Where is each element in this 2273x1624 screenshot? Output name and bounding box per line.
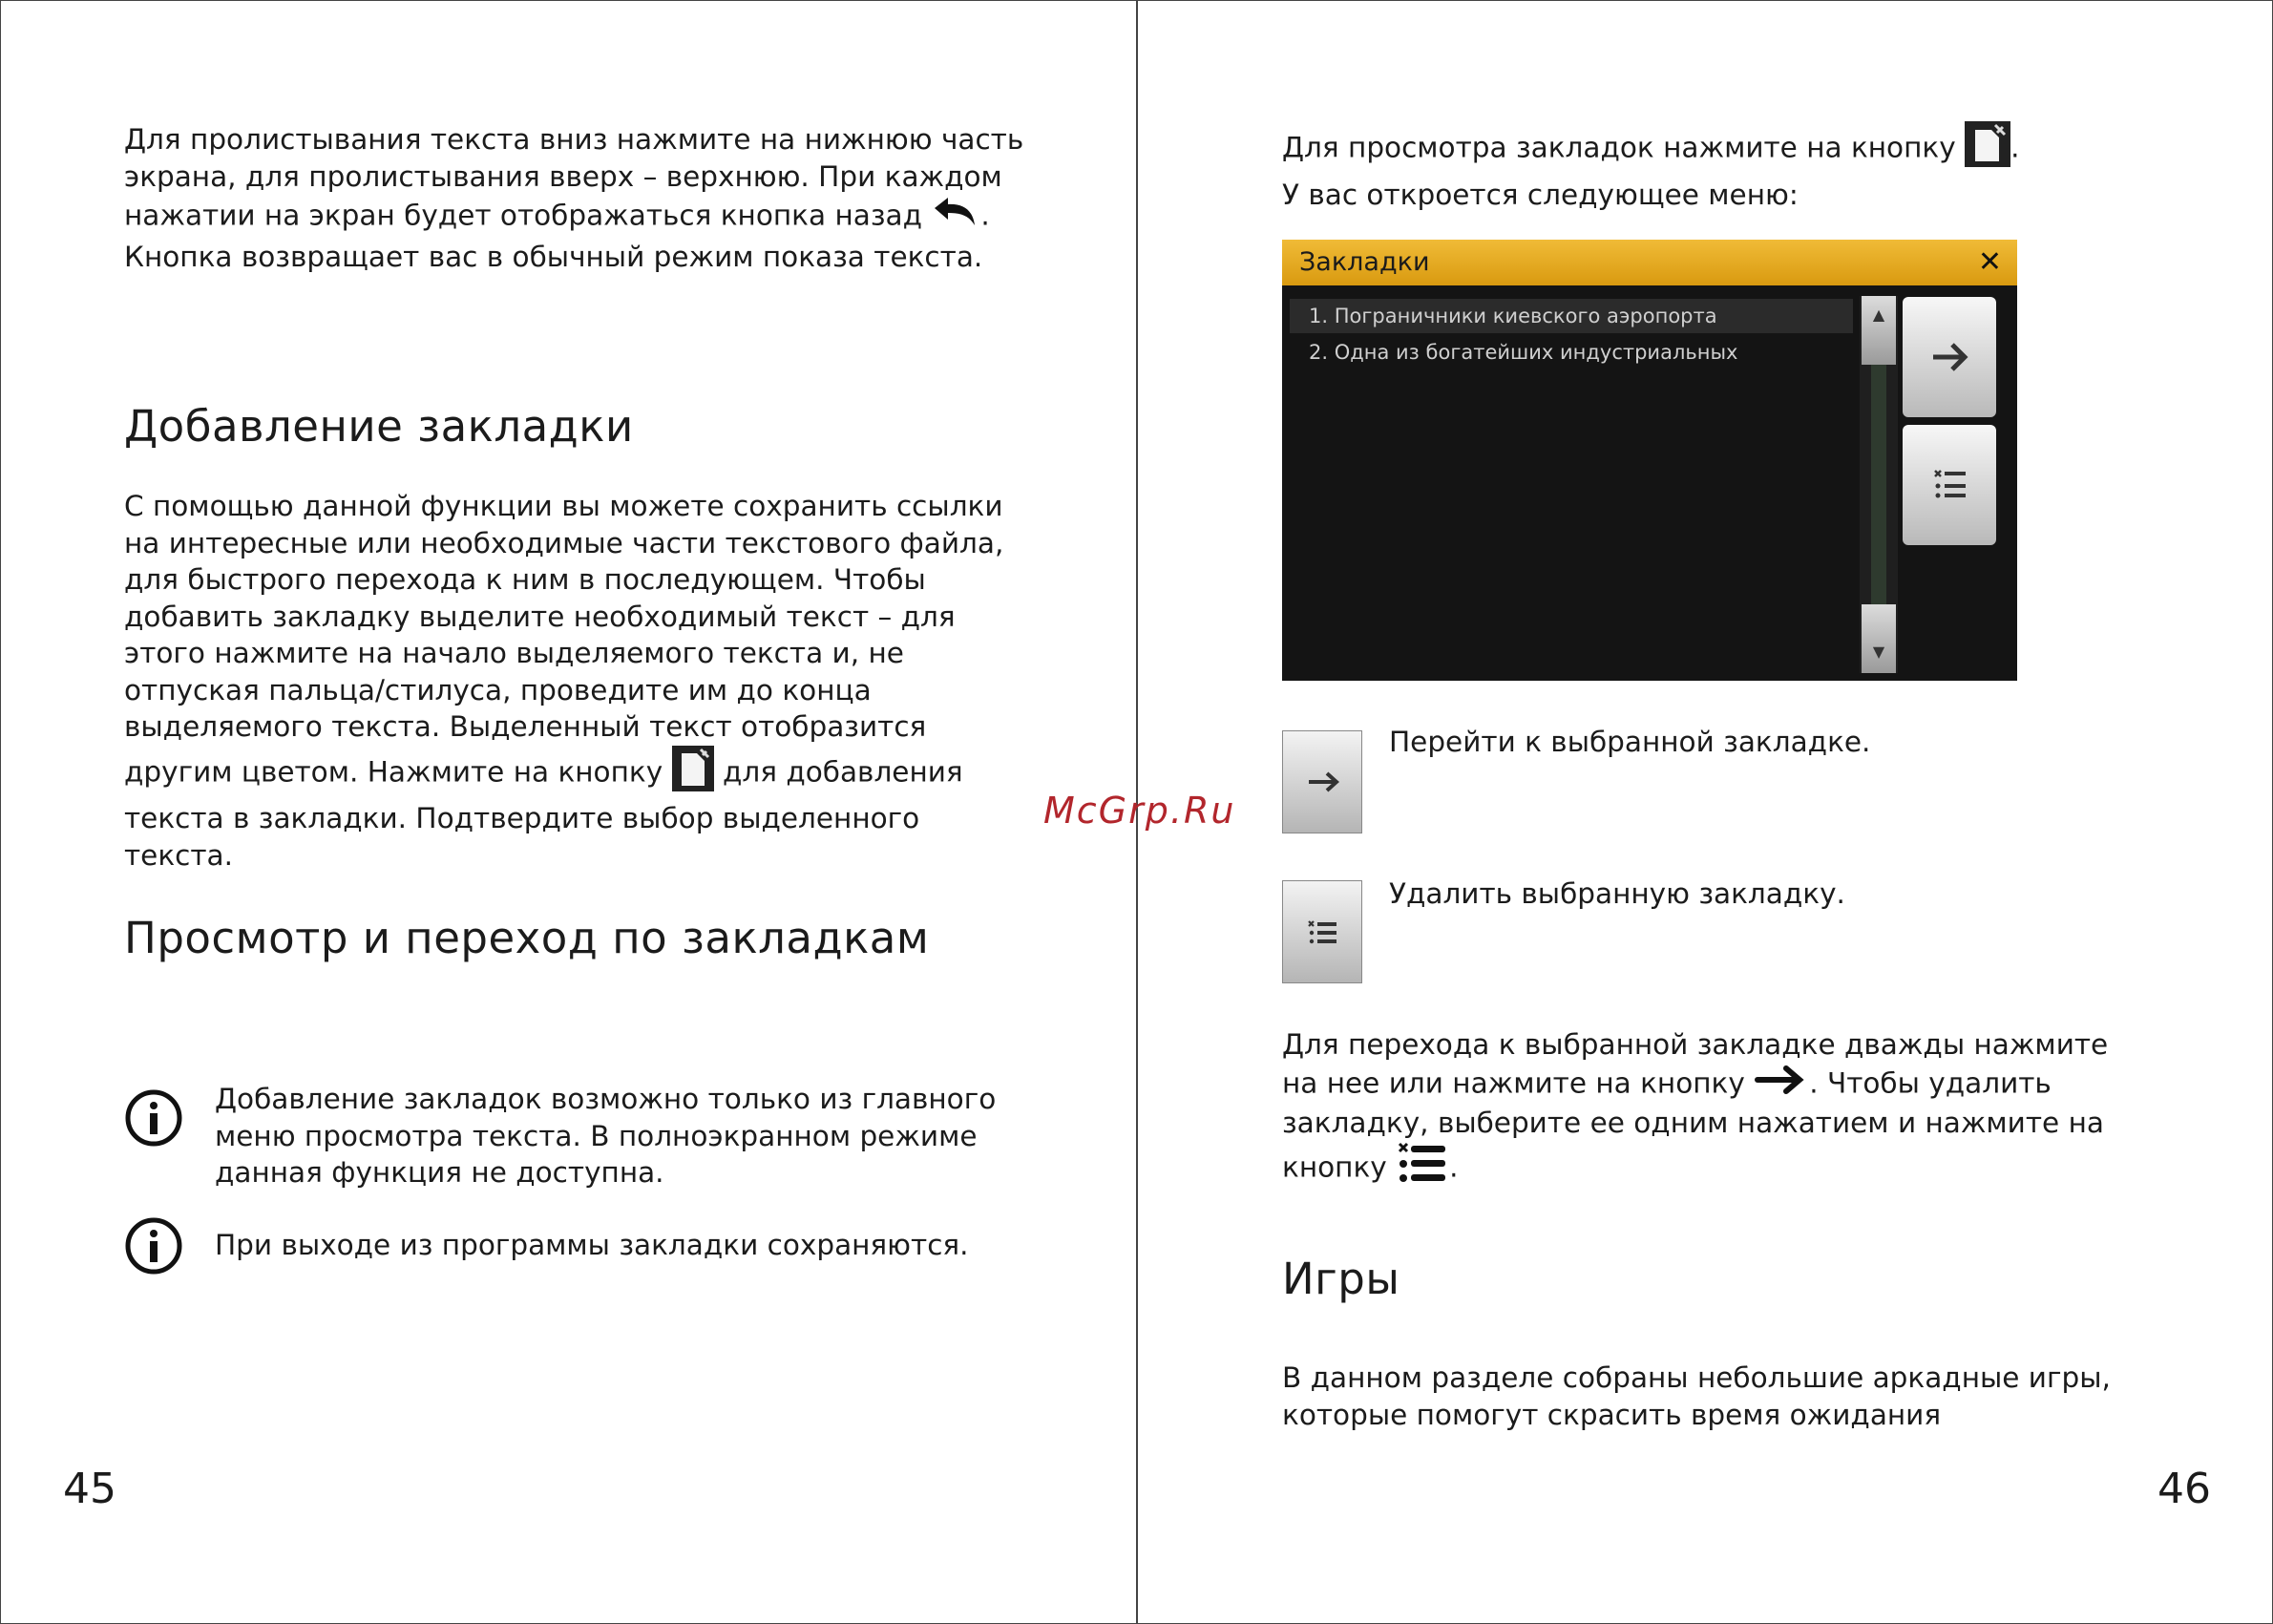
- usage-text-b: . Чтобы удалить закладку, выберите ее одним нажатием и нажмите на кнопку: [1282, 1065, 2104, 1183]
- delete-bookmark-button[interactable]: [1903, 425, 1996, 545]
- arrow-right-icon: [1754, 1064, 1809, 1106]
- scrollbar[interactable]: [1860, 296, 1898, 673]
- delete-list-icon: [1903, 425, 1996, 545]
- add-bookmark-tail: для добавления текста в закладки. Подтвердите выбор выделенного текста.: [124, 754, 963, 872]
- close-icon[interactable]: ✕: [1977, 245, 2002, 279]
- scroll-down-button[interactable]: ▼: [1862, 604, 1896, 673]
- intro-paragraph: [124, 121, 1031, 275]
- view-bookmarks-tail: .: [2010, 131, 2020, 164]
- bookmark-icon: [1965, 121, 2010, 177]
- delete-bookmark-button-sample: [1282, 880, 1362, 983]
- games-paragraph: В данном разделе собраны небольшие аркадные игры, которые помогут скрасить время ожидания: [1282, 1361, 2111, 1431]
- usage-text-c: .: [1449, 1149, 1459, 1183]
- info-icon: [124, 1216, 183, 1276]
- goto-bookmark-button[interactable]: [1903, 297, 1996, 417]
- bookmark-item[interactable]: 1. Пограничники киевского аэропорта: [1290, 299, 1853, 333]
- delete-description: Удалить выбранную закладку.: [1389, 877, 1845, 910]
- scroll-up-button[interactable]: ▲: [1862, 296, 1896, 365]
- intro-tail: . Кнопка возвращает вас в обычный режим показа текста.: [124, 199, 990, 273]
- add-bookmark-paragraph: [124, 488, 1012, 874]
- page-number-left: 45: [63, 1465, 116, 1513]
- back-arrow-icon: [931, 195, 980, 239]
- note-saved: При выходе из программы закладки сохраняются.: [215, 1229, 969, 1261]
- bookmarks-dialog-screenshot: [1282, 240, 2017, 681]
- dialog-title-bar: [1282, 240, 2017, 285]
- arrow-right-icon: [1903, 297, 1996, 417]
- dialog-title: Закладки: [1299, 247, 1430, 277]
- intro-text: Для пролистывания текста вниз нажмите на нижнюю часть экрана, для пролистывания вверх – верхнюю. При каждом нажатии на экран будет отображаться кнопка назад: [124, 123, 1024, 232]
- bookmark-item[interactable]: 2. Одна из богатейших индустриальных: [1309, 341, 1738, 364]
- page-number-right: 46: [2157, 1465, 2211, 1513]
- usage-paragraph: [1282, 1026, 2141, 1194]
- goto-description: Перейти к выбранной закладке.: [1389, 726, 1871, 758]
- view-bookmarks-line2: У вас откроется следующее меню:: [1282, 178, 1799, 211]
- arrow-right-icon: [1283, 731, 1363, 834]
- view-bookmarks-paragraph: [1282, 121, 2179, 213]
- watermark: McGrp.Ru: [1043, 790, 1236, 832]
- usage-text-a: Для перехода к выбранной закладке дважды нажмите на нее или нажмите на кнопку: [1282, 1028, 2109, 1099]
- info-icon: [124, 1088, 183, 1148]
- add-bookmark-text: С помощью данной функции вы можете сохранить ссылки на интересные или необходимые части текстового файла, для быстрого перехода к ним в последующем. Чтобы добавить закладку выделите необходимый текст – для этого нажмите на начало выделяемого текста и, не отпуская пальца/стилуса, проведите им до конца выделяемого текста. Выделенный текст отобразится другим цветом. Нажмите на кнопку: [124, 490, 1004, 788]
- section-title-games: Игры: [1282, 1254, 1400, 1304]
- delete-list-icon: [1396, 1142, 1449, 1195]
- note-fullscreen: Добавление закладок возможно только из главного меню просмотра текста. В полноэкранном режиме данная функция не доступна.: [215, 1083, 997, 1189]
- section-title-add-bookmark: Добавление закладки: [124, 401, 634, 452]
- view-bookmarks-text: Для просмотра закладок нажмите на кнопку: [1282, 131, 1956, 164]
- bookmark-icon: [672, 746, 714, 801]
- goto-bookmark-button-sample: [1282, 730, 1362, 833]
- section-title-view-bookmarks: Просмотр и переход по закладкам: [124, 913, 930, 963]
- scroll-track: [1871, 365, 1886, 604]
- delete-list-icon: [1283, 881, 1363, 984]
